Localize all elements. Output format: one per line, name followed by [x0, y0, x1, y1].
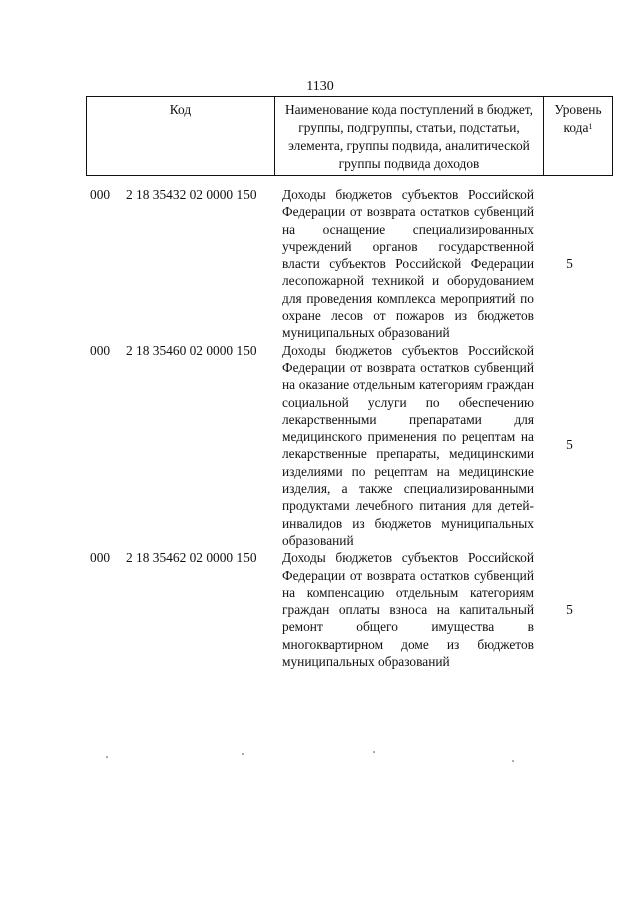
row-group-code: 000 [90, 342, 111, 358]
row-code: 2 18 35462 02 0000 150 [126, 550, 257, 566]
header-name: Наименование кода поступлений в бюджет, группы, подгруппы, статьи, подстатьи, элемента, группы подвида, аналитической группы подвида доходов [275, 97, 544, 176]
table-row [86, 342, 605, 550]
row-level [534, 342, 605, 550]
page-number: 1130 [306, 79, 334, 94]
header-code: Код [87, 97, 275, 176]
row-level-value: 5 [566, 601, 573, 617]
row-name: Доходы бюджетов субъектов Российской Федерации от возврата остатков субвенций на компенсацию отдельным категориям граждан оплаты взноса на капитальный ремонт общего имущества в многоквартирном доме из бюджетов муниципальных образований [282, 550, 534, 670]
table-header [86, 96, 613, 176]
table-row [86, 186, 605, 342]
header-level [544, 97, 613, 176]
income-code-list [86, 186, 605, 670]
row-code: 2 18 35460 02 0000 150 [126, 342, 257, 358]
row-level [534, 186, 605, 342]
row-level [534, 549, 605, 670]
row-level-value: 5 [566, 437, 573, 453]
row-level-value: 5 [566, 255, 573, 271]
row-group-code: 000 [90, 187, 111, 202]
header-level-footnote: 1 [588, 122, 593, 131]
row-code: 2 18 35432 02 0000 150 [126, 187, 257, 202]
table-row [86, 549, 605, 670]
row-name: Доходы бюджетов субъектов Российской Федерации от возврата остатков субвенций на оказание отдельным категориям граждан социальной услуги по обеспечению лекарственными препаратами для медицинского применения по рецептам на лекарственные препараты, медицинскими изделиями по рецептам на медицинские изделия, а также специализированными продуктами лечебного питания для детей-инвалидов из бюджетов муниципальных образований [282, 342, 534, 548]
row-group-code: 000 [90, 550, 111, 566]
row-name: Доходы бюджетов субъектов Российской Федерации от возврата остатков субвенций на оснащение специализированных учреждений органов государственной власти субъектов Российской Федерации лесопожарной техникой и оборудованием для проведения комплекса мероприятий по охране лесов от пожаров из бюджетов муниципальных образований [282, 187, 534, 341]
header-level-label: Уровень кода [554, 102, 602, 135]
